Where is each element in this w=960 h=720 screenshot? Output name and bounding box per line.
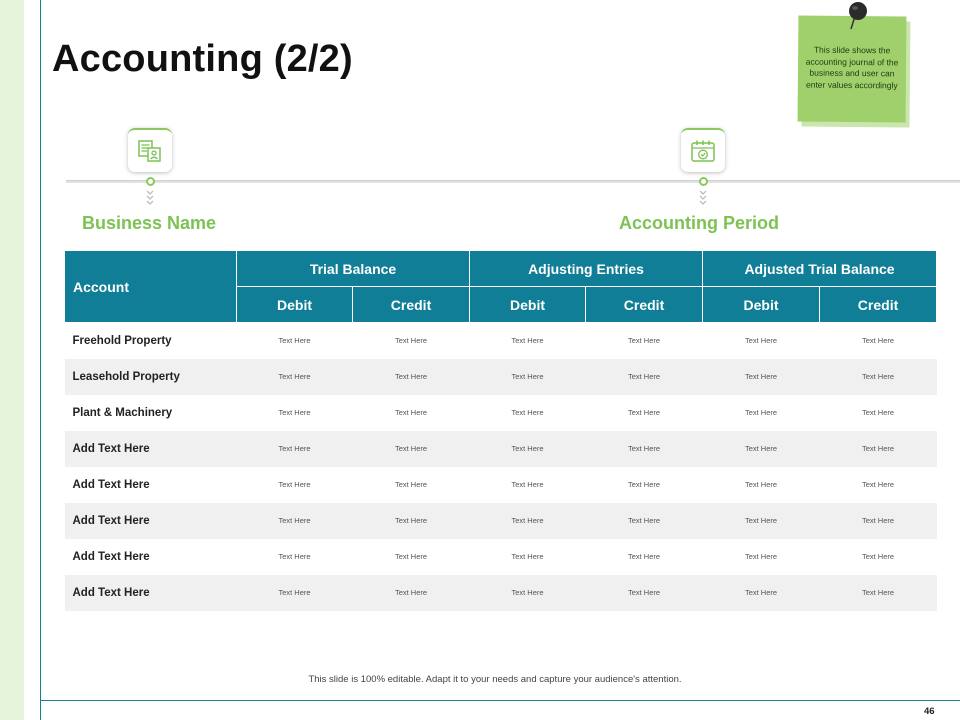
value-cell: Text Here [470, 395, 586, 431]
credit-header: Credit [820, 287, 937, 323]
accounting-table [64, 250, 937, 611]
value-cell: Text Here [353, 395, 470, 431]
slide-title: Accounting (2/2) [52, 38, 353, 80]
value-cell: Text Here [703, 539, 820, 575]
account-name-cell: Leasehold Property [65, 359, 237, 395]
table-body [65, 323, 937, 611]
value-cell: Text Here [353, 359, 470, 395]
debit-header: Debit [703, 287, 820, 323]
value-cell: Text Here [703, 431, 820, 467]
value-cell: Text Here [237, 323, 353, 359]
value-cell: Text Here [237, 575, 353, 611]
value-cell: Text Here [820, 539, 937, 575]
group-header: Adjusting Entries [470, 251, 703, 287]
account-header: Account [65, 251, 237, 323]
value-cell: Text Here [586, 539, 703, 575]
value-cell: Text Here [586, 575, 703, 611]
table-header-row [65, 251, 937, 287]
chevron-down-icon [145, 189, 155, 205]
value-cell: Text Here [353, 503, 470, 539]
value-cell: Text Here [353, 323, 470, 359]
timeline-dot-business [146, 177, 155, 186]
value-cell: Text Here [820, 395, 937, 431]
account-name-cell: Add Text Here [65, 431, 237, 467]
group-header: Adjusted Trial Balance [703, 251, 937, 287]
value-cell: Text Here [703, 503, 820, 539]
value-cell: Text Here [586, 359, 703, 395]
value-cell: Text Here [703, 323, 820, 359]
debit-header: Debit [237, 287, 353, 323]
value-cell: Text Here [586, 467, 703, 503]
account-name-cell: Plant & Machinery [65, 395, 237, 431]
table-row [65, 431, 937, 467]
left-decorative-band [0, 0, 24, 720]
sticky-note-text: This slide shows the accounting journal of the business and user can enter values accordingly [805, 44, 899, 90]
value-cell: Text Here [470, 323, 586, 359]
value-cell: Text Here [703, 575, 820, 611]
table-row [65, 323, 937, 359]
value-cell: Text Here [470, 575, 586, 611]
value-cell: Text Here [237, 539, 353, 575]
business-icon-box [128, 128, 172, 172]
value-cell: Text Here [820, 431, 937, 467]
credit-header: Credit [586, 287, 703, 323]
value-cell: Text Here [470, 359, 586, 395]
table-row [65, 539, 937, 575]
account-name-cell: Freehold Property [65, 323, 237, 359]
timeline-dot-period [699, 177, 708, 186]
left-frame-line [40, 0, 41, 720]
table-row [65, 575, 937, 611]
sticky-note [798, 16, 907, 123]
chevron-down-icon [698, 189, 708, 205]
period-icon-box [681, 128, 725, 172]
value-cell: Text Here [237, 395, 353, 431]
value-cell: Text Here [353, 539, 470, 575]
table-row [65, 359, 937, 395]
credit-header: Credit [353, 287, 470, 323]
bottom-frame-line [40, 700, 960, 701]
value-cell: Text Here [703, 395, 820, 431]
pushpin-icon [845, 0, 871, 30]
value-cell: Text Here [820, 323, 937, 359]
value-cell: Text Here [470, 539, 586, 575]
business-document-icon [137, 138, 163, 164]
group-header: Trial Balance [237, 251, 470, 287]
value-cell: Text Here [237, 431, 353, 467]
value-cell: Text Here [470, 503, 586, 539]
value-cell: Text Here [470, 431, 586, 467]
table-row [65, 467, 937, 503]
value-cell: Text Here [586, 395, 703, 431]
timeline-line [66, 180, 960, 183]
table-row [65, 395, 937, 431]
account-name-cell: Add Text Here [65, 539, 237, 575]
value-cell: Text Here [470, 467, 586, 503]
value-cell: Text Here [237, 359, 353, 395]
value-cell: Text Here [353, 431, 470, 467]
value-cell: Text Here [586, 503, 703, 539]
accounting-period-label: Accounting Period [619, 213, 780, 233]
business-name-label: Business Name [82, 213, 217, 233]
value-cell: Text Here [237, 467, 353, 503]
value-cell: Text Here [586, 431, 703, 467]
calendar-check-icon [690, 138, 716, 164]
account-name-cell: Add Text Here [65, 575, 237, 611]
page-number: 46 [924, 706, 935, 717]
value-cell: Text Here [820, 575, 937, 611]
account-name-cell: Add Text Here [65, 467, 237, 503]
value-cell: Text Here [353, 467, 470, 503]
value-cell: Text Here [586, 323, 703, 359]
value-cell: Text Here [703, 467, 820, 503]
value-cell: Text Here [353, 575, 470, 611]
value-cell: Text Here [237, 503, 353, 539]
value-cell: Text Here [703, 359, 820, 395]
table-row [65, 503, 937, 539]
value-cell: Text Here [820, 359, 937, 395]
value-cell: Text Here [820, 467, 937, 503]
value-cell: Text Here [820, 503, 937, 539]
debit-header: Debit [470, 287, 586, 323]
account-name-cell: Add Text Here [65, 503, 237, 539]
footer-text: This slide is 100% editable. Adapt it to your needs and capture your audience's attention. [308, 674, 682, 685]
